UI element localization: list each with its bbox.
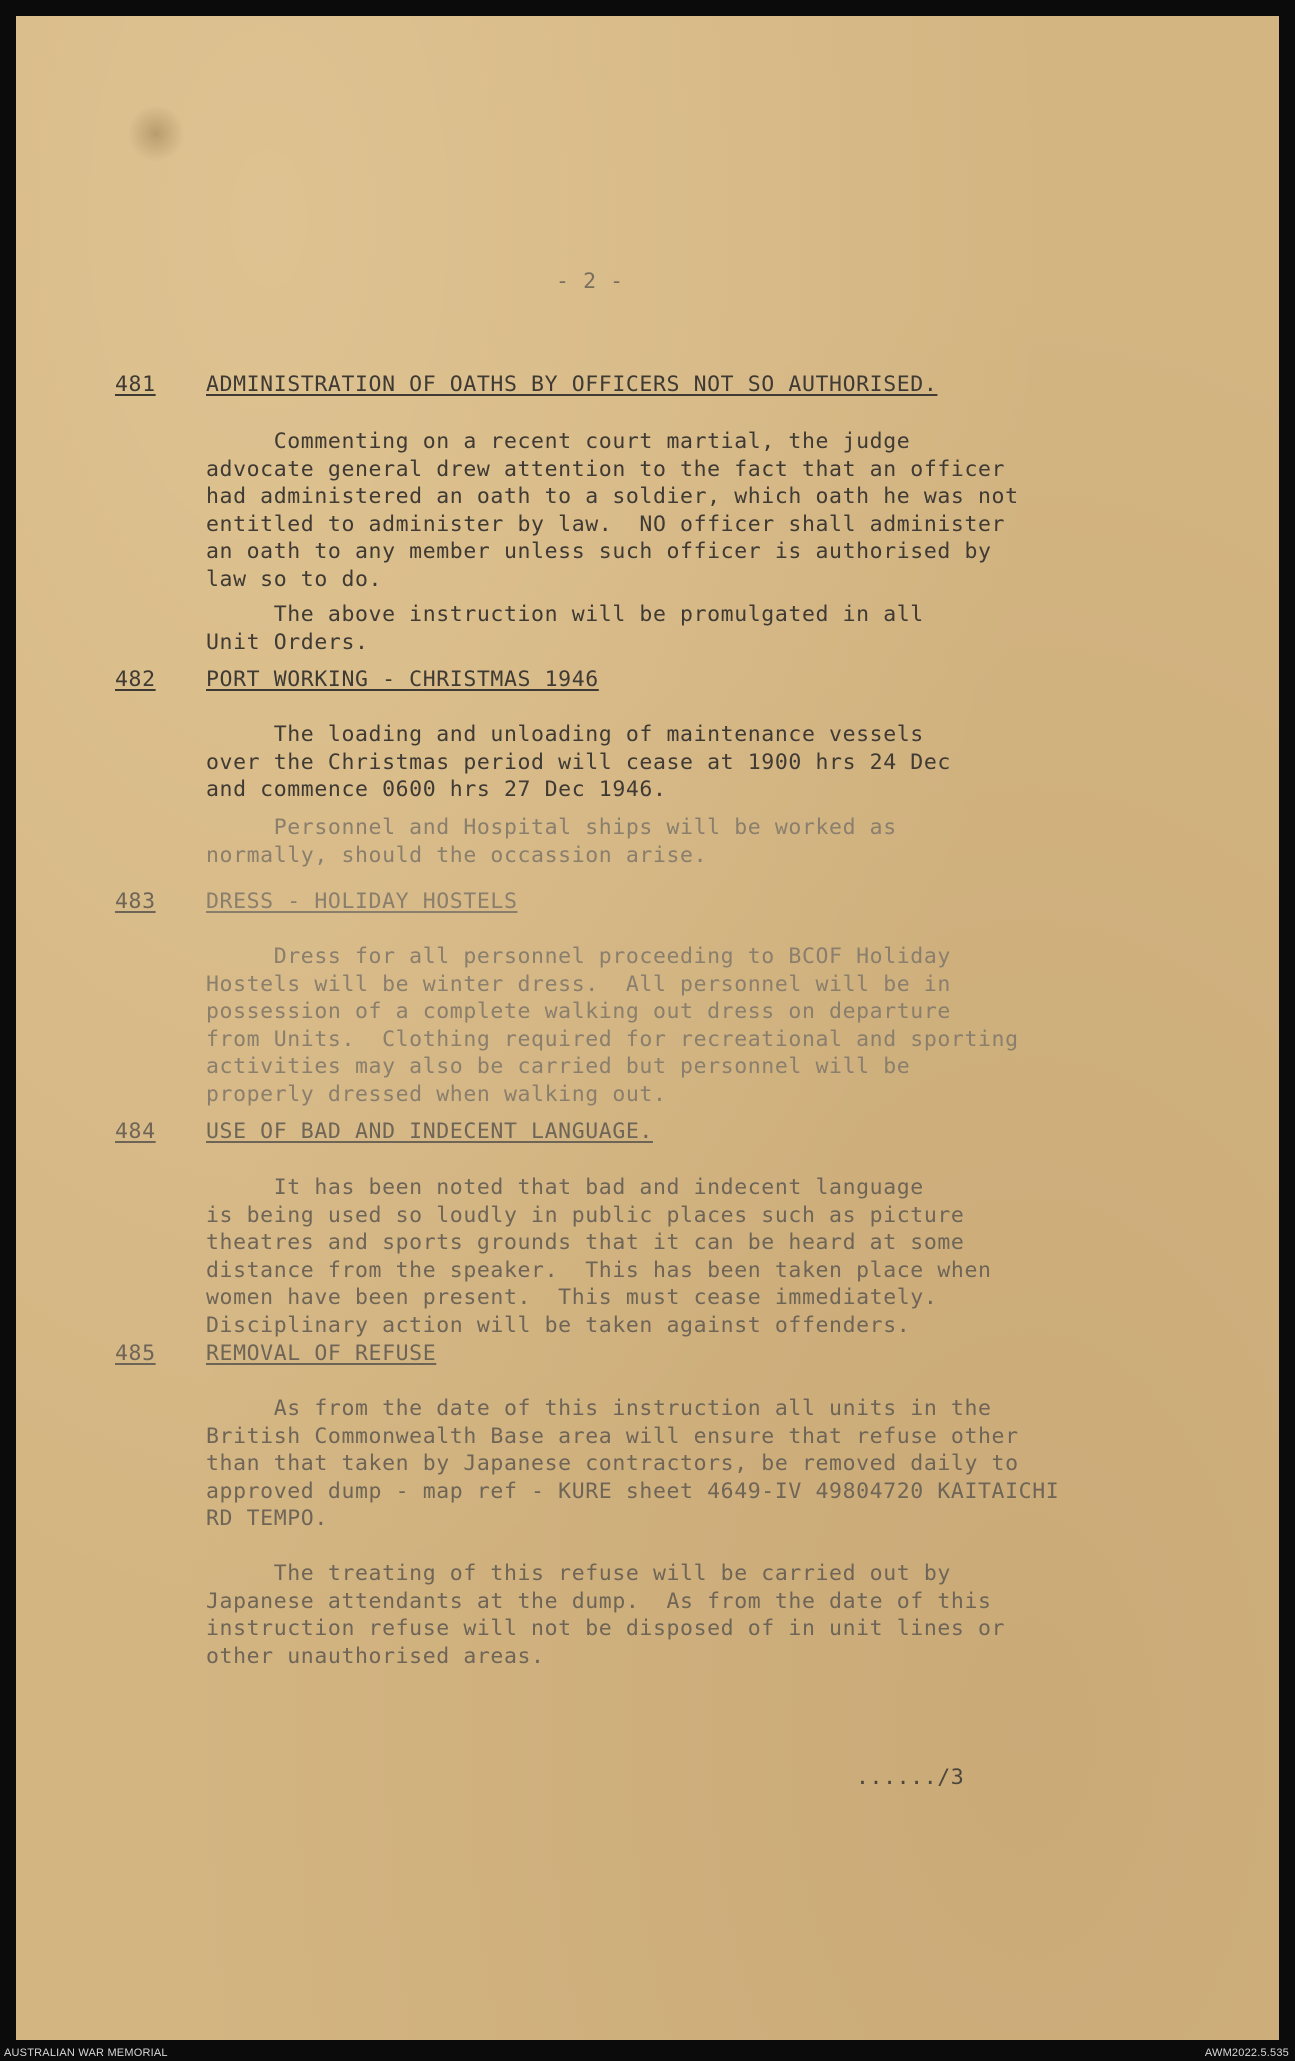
item-paragraph: The treating of this refuse will be carried out by Japanese attendants at the dump. As from the date of this instruction refuse will not be disposed of in unit lines or other unauthorised areas. <box>206 1561 1006 1669</box>
item-number: 484 <box>115 1119 156 1144</box>
archive-credit: AUSTRALIAN WAR MEMORIAL <box>4 2047 168 2059</box>
item-heading: USE OF BAD AND INDECENT LANGUAGE. <box>206 1119 653 1144</box>
continued-marker: ....../3 <box>856 1765 965 1790</box>
item-heading: PORT WORKING - CHRISTMAS 1946 <box>206 667 599 692</box>
item-number: 483 <box>115 889 156 914</box>
item-paragraph: The loading and unloading of maintenance vessels over the Christmas period will cease at 1900 hrs 24 Dec and commence 0600 hrs 27 Dec 1946. <box>206 722 951 802</box>
paper-crease-mark <box>126 106 186 161</box>
item-number: 485 <box>115 1341 156 1366</box>
item-heading: DRESS - HOLIDAY HOSTELS <box>206 889 518 914</box>
item-paragraph: Commenting on a recent court martial, the judge advocate general drew attention to the fact that an officer had administered an oath to a soldier, which oath he was not entitled to administer by law. NO officer shall administer an oath to any member unless such officer is authorised by law so to do. <box>206 429 1019 592</box>
item-paragraph: Personnel and Hospital ships will be worked as normally, should the occassion arise. <box>206 815 897 868</box>
item-heading: REMOVAL OF REFUSE <box>206 1341 437 1366</box>
footer-bar <box>0 2045 1295 2061</box>
item-number: 481 <box>115 372 156 397</box>
item-paragraph: As from the date of this instruction all units in the British Commonwealth Base area will ensure that refuse other than that taken by Japanese contractors, be removed daily to approved dump - map ref - KURE sheet 4649-IV 49804720 KAITAICHI RD TEMPO. <box>206 1396 1060 1531</box>
item-heading: ADMINISTRATION OF OATHS BY OFFICERS NOT SO AUTHORISED. <box>206 372 938 397</box>
archive-reference: AWM2022.5.535 <box>1204 2047 1289 2059</box>
page-number-marker: - 2 - <box>556 269 624 294</box>
document-page <box>16 16 1279 2040</box>
item-paragraph: Dress for all personnel proceeding to BCOF Holiday Hostels will be winter dress. All personnel will be in possession of a complete walking out dress on departure from Units. Clothing required for recreational and sporting activities may also be carried but personnel will be properly dressed when walking out. <box>206 944 1019 1107</box>
item-paragraph: The above instruction will be promulgated in all Unit Orders. <box>206 602 924 655</box>
item-paragraph: It has been noted that bad and indecent language is being used so loudly in public places such as picture theatres and sports grounds that it can be heard at some distance from the speaker. This has been taken place when women have been present. This must cease immediately. Disciplinary action will be taken against offenders. <box>206 1175 992 1338</box>
item-number: 482 <box>115 667 156 692</box>
